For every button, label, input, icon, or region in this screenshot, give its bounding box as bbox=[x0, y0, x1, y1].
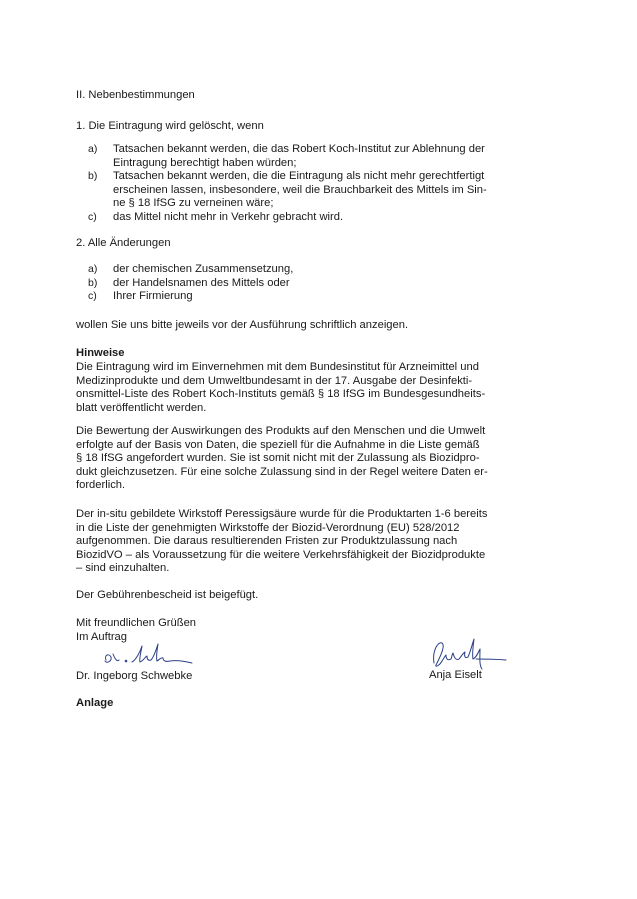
text-line: Der in-situ gebildete Wirkstoff Peressigsäure wurde für die Produktarten 1-6 bereits bbox=[76, 508, 488, 520]
on-behalf-line: Im Auftrag bbox=[76, 631, 127, 643]
section-heading: II. Nebenbestimmungen bbox=[76, 89, 195, 101]
list-item bbox=[88, 211, 528, 225]
item2-closing: wollen Sie uns bitte jeweils vor der Ausführung schriftlich anzeigen. bbox=[76, 319, 409, 331]
list-item bbox=[88, 277, 528, 291]
list-item bbox=[88, 170, 528, 211]
item1-list bbox=[88, 143, 528, 225]
hinweise-heading: Hinweise bbox=[76, 347, 125, 359]
item2-list bbox=[88, 263, 528, 304]
list-line: Tatsachen bekannt werden, die das Robert Koch-Institut zur Ablehnung der bbox=[113, 143, 485, 155]
text-line: Medizinprodukte und dem Umweltbundesamt in der 17. Ausgabe der Desinfekti- bbox=[76, 374, 473, 387]
list-marker: c) bbox=[88, 290, 97, 303]
hinweise-paragraph-1 bbox=[76, 361, 546, 415]
text-line: Die Bewertung der Auswirkungen des Produkts auf den Menschen und die Umwelt bbox=[76, 425, 486, 437]
text-line: dukt gleichzusetzen. Für eine solche Zulassung sind in der Regel weitere Daten er- bbox=[76, 465, 488, 478]
item1-title: 1. Die Eintragung wird gelöscht, wenn bbox=[76, 120, 264, 132]
text-line: onsmittel-Liste des Robert Koch-Instituts gemäß § 18 IfSG im Bundesgesundheits- bbox=[76, 388, 486, 401]
hinweise-paragraph-2 bbox=[76, 425, 546, 493]
list-line: das Mittel nicht mehr in Verkehr gebracht wird. bbox=[113, 210, 344, 223]
text-line: BiozidVO – als Voraussetzung für die weitere Verkehrsfähigkeit der Biozidprodukte bbox=[76, 548, 486, 561]
closing-greeting: Mit freundlichen Grüßen bbox=[76, 617, 197, 629]
signer-left-name: Dr. Ingeborg Schwebke bbox=[76, 670, 193, 682]
fee-note: Der Gebührenbescheid ist beigefügt. bbox=[76, 589, 259, 601]
list-line: erscheinen lassen, insbesondere, weil die Brauchbarkeit des Mittels im Sin- bbox=[113, 183, 487, 196]
list-marker: b) bbox=[88, 170, 98, 183]
list-line: Tatsachen bekannt werden, die die Eintragung als nicht mehr gerechtfertigt bbox=[113, 170, 485, 183]
list-marker: c) bbox=[88, 210, 97, 223]
text-line: § 18 IfSG angefordert wurden. Sie ist somit nicht mit der Zulassung als Biozidpro- bbox=[76, 452, 480, 465]
list-line: Ihrer Firmierung bbox=[113, 290, 193, 303]
list-line: Eintragung berechtigt haben würden; bbox=[113, 156, 297, 169]
list-marker: a) bbox=[88, 263, 98, 275]
list-item bbox=[88, 143, 528, 170]
attachment-label: Anlage bbox=[76, 697, 114, 709]
text-line: blatt veröffentlicht werden. bbox=[76, 401, 207, 414]
left-signature bbox=[100, 640, 196, 672]
text-line: forderlich. bbox=[76, 479, 126, 492]
text-line: Die Eintragung wird im Einvernehmen mit dem Bundesinstitut für Arzneimittel und bbox=[76, 361, 479, 373]
item2-title: 2. Alle Änderungen bbox=[76, 237, 171, 249]
hinweise-paragraph-3 bbox=[76, 508, 546, 576]
text-line: aufgenommen. Die daraus resultierenden Fristen zur Produktzulassung nach bbox=[76, 535, 458, 548]
list-line: der chemischen Zusammensetzung, bbox=[113, 263, 294, 275]
list-marker: a) bbox=[88, 143, 98, 155]
list-item bbox=[88, 263, 528, 277]
signer-right-name: Anja Eiselt bbox=[429, 669, 482, 681]
text-line: in die Liste der genehmigten Wirkstoffe der Biozid-Verordnung (EU) 528/2012 bbox=[76, 521, 460, 534]
text-line: erfolgte auf der Basis von Daten, die speziell für die Aufnahme in die Liste gemäß bbox=[76, 438, 480, 451]
list-marker: b) bbox=[88, 276, 98, 289]
text-line: – sind einzuhalten. bbox=[76, 562, 170, 575]
list-line: ne § 18 IfSG zu verneinen wäre; bbox=[113, 197, 274, 210]
list-line: der Handelsnamen des Mittels oder bbox=[113, 276, 290, 289]
list-item bbox=[88, 290, 528, 304]
